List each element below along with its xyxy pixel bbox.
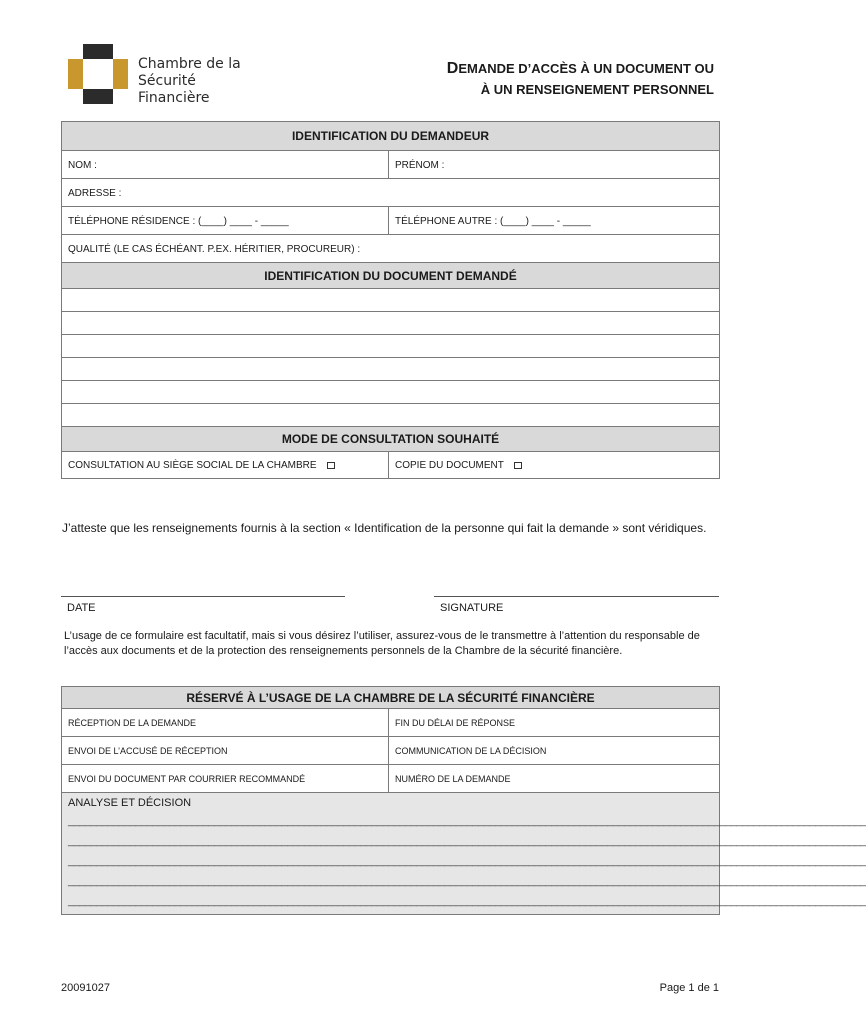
page-number: Page 1 de 1 — [659, 982, 719, 994]
usage-note: L’usage de ce formulaire est facultatif, mais si vous désirez l’utiliser, assurez-vous de le transmettre à l’attention du responsable de l’accès aux documents et de la protection des renseignements personnels de la Chambre de la sécurité financière. — [64, 630, 700, 657]
section-header-consultation: MODE DE CONSULTATION SOUHAITÉ — [62, 427, 720, 452]
document-line[interactable] — [62, 312, 720, 335]
checkbox-icon[interactable] — [514, 462, 522, 469]
prenom-field[interactable]: PRÉNOM : — [389, 151, 720, 179]
document-line[interactable] — [62, 381, 720, 404]
section-header-document: IDENTIFICATION DU DOCUMENT DEMANDÉ — [62, 263, 720, 289]
document-line[interactable] — [62, 358, 720, 381]
tel-autre-field[interactable]: TÉLÉPHONE AUTRE : (____) ____ - _____ — [389, 207, 720, 235]
reserved-table — [61, 686, 866, 915]
reception-field[interactable]: RÉCEPTION DE LA DEMANDE — [62, 709, 389, 737]
section-header-reserved: RÉSERVÉ À L’USAGE DE LA CHAMBRE DE LA SÉCURITÉ FINANCIÈRE — [62, 687, 720, 709]
chambre-logo — [68, 44, 128, 104]
envoi-document-field[interactable]: ENVOI DU DOCUMENT PAR COURRIER RECOMMANDÉ — [62, 765, 389, 793]
qualite-field[interactable]: QUALITÉ (LE CAS ÉCHÉANT. P.EX. HÉRITIER, PROCUREUR) : — [62, 235, 720, 263]
document-title: DEMANDE D’ACCÈS À UN DOCUMENT OU À UN RENSEIGNEMENT PERSONNEL — [446, 60, 714, 97]
section-header-demandeur: IDENTIFICATION DU DEMANDEUR — [62, 122, 720, 151]
document-line[interactable] — [62, 404, 720, 427]
request-form-table — [61, 121, 720, 479]
logo-text: Chambre de la Sécurité Financière — [138, 56, 241, 106]
analyse-decision-field[interactable]: ANALYSE ET DÉCISION ______________________________________________________________________________________________________________________________________________ ______________________________________________________________________________________________________________________________________________ ______________________________________________________________________________________________________________________________________________ ______________________________________________________________________________________________________________________________________________ ______________________________________________________________________________________________________________________________________________ — [62, 793, 720, 915]
communication-field[interactable]: COMMUNICATION DE LA DÉCISION — [389, 737, 720, 765]
consultation-siege-option[interactable]: CONSULTATION AU SIÈGE SOCIAL DE LA CHAMBRE — [62, 452, 389, 479]
date-line[interactable] — [61, 596, 345, 597]
form-code: 20091027 — [61, 982, 110, 994]
fin-delai-field[interactable]: FIN DU DÉLAI DE RÉPONSE — [389, 709, 720, 737]
signature-label: SIGNATURE — [440, 602, 504, 614]
attestation-text: J’atteste que les renseignements fournis à la section « Identification de la personne qui fait la demande » sont véridiques. — [62, 521, 707, 535]
signature-line[interactable] — [434, 596, 719, 597]
copie-document-option[interactable]: COPIE DU DOCUMENT — [389, 452, 720, 479]
tel-residence-field[interactable]: TÉLÉPHONE RÉSIDENCE : (____) ____ - _____ — [62, 207, 389, 235]
envoi-accuse-field[interactable]: ENVOI DE L’ACCUSÉ DE RÉCEPTION — [62, 737, 389, 765]
checkbox-icon[interactable] — [327, 462, 335, 469]
date-label: DATE — [67, 602, 96, 614]
nom-field[interactable]: NOM : — [62, 151, 389, 179]
numero-field[interactable]: NUMÉRO DE LA DEMANDE — [389, 765, 720, 793]
document-line[interactable] — [62, 335, 720, 358]
adresse-field[interactable]: ADRESSE : — [62, 179, 720, 207]
document-line[interactable] — [62, 289, 720, 312]
